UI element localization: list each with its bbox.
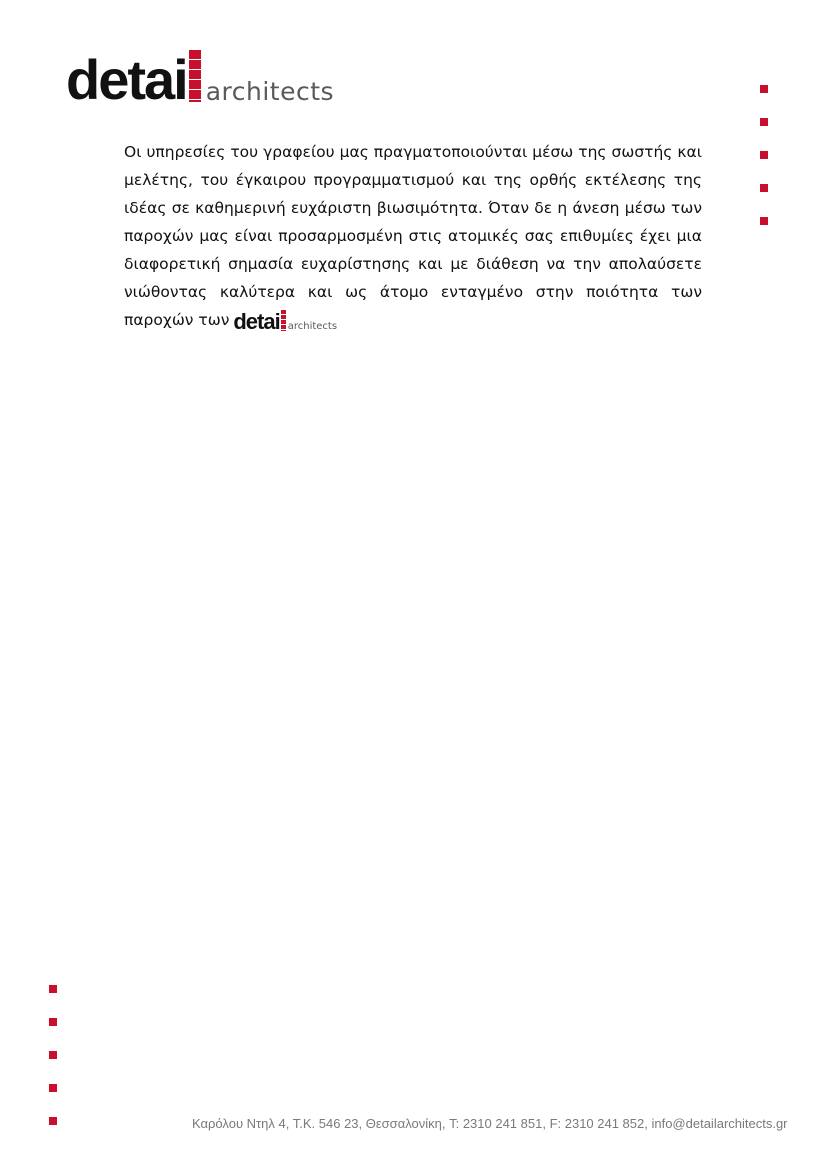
red-square-icon (760, 151, 768, 159)
body-paragraph (124, 138, 702, 334)
decorative-squares-left (49, 985, 57, 1150)
red-square-icon (49, 1117, 57, 1125)
red-square-icon (760, 184, 768, 192)
red-square-icon (760, 217, 768, 225)
inline-logo-subtitle: architects (287, 321, 338, 332)
footer-contact: Καρόλου Ντηλ 4, Τ.Κ. 546 23, Θεσσαλονίκη, T: 2310 241 851, F: 2310 241 852, info@detailarchitects.gr (192, 1116, 788, 1131)
inline-logo-red-bar (281, 310, 286, 331)
decorative-squares-right (760, 85, 768, 250)
red-square-icon (49, 1051, 57, 1059)
red-square-icon (49, 1084, 57, 1092)
red-square-icon (760, 118, 768, 126)
company-logo (66, 48, 335, 111)
logo-subtitle: architects (205, 77, 335, 106)
paragraph-text: Οι υπηρεσίες του γραφείου μας πραγματοποιούνται μέσω της σωστής και μελέτης, του έγκαιρου προγραμματισμού και της ορθής εκτέλεσης της ιδέας σε καθημερινή ευχάριστη βιωσιμότητα. Όταν δε η άνεση μέσω των παροχών μας είναι προσαρμοσμένη στις ατομικές σας επιθυμίες έχει μια διαφορετική σημασία ευχαρίστησης και με διάθεση να την απολαύσετε νιώθοντας καλύτερα και ως άτομο ενταγμένο στην ποιότητα των παροχών των (124, 143, 702, 329)
logo-word: detai (66, 48, 187, 111)
red-square-icon (760, 85, 768, 93)
red-square-icon (49, 1018, 57, 1026)
logo-red-bar (189, 50, 201, 102)
inline-company-logo (233, 310, 337, 333)
inline-logo-word: detai (233, 309, 280, 334)
red-square-icon (49, 985, 57, 993)
